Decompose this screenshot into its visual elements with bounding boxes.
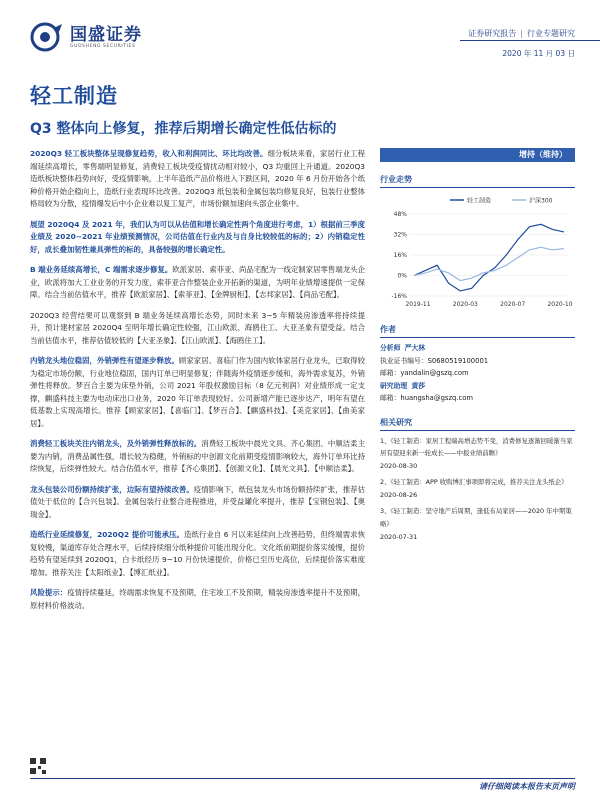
- y-tick-label: 0%: [397, 272, 407, 280]
- related-section-title: 相关研究: [380, 417, 575, 431]
- author-section-title: 作者: [380, 324, 575, 338]
- report-type: 证券研究报告: [468, 29, 517, 38]
- x-tick-label: 2020-10: [547, 301, 573, 308]
- main-content: [30, 148, 365, 620]
- y-tick-label: -16%: [391, 293, 407, 300]
- assistant-name: 黄莎: [411, 381, 426, 390]
- assistant-email[interactable]: huangsha@gszq.com: [400, 394, 474, 402]
- paragraph-1: 2020Q3 轻工板块整体呈现修复趋势，收入和利润同比、环比均改善。细分板块来看，家居行业工程端延续高增长，零售端明显修复，消费轻工板块受疫情扰动相对较小，Q3 均重回上升通道。2020Q3 造纸板块整体趋势向好，受疫情影响，上半年造纸产品价格进入下跌区间，2020 年 6 月份开始各个纸种价格开始企稳向上，造纸行业表现环比改善。2020Q3 纸包装和金属包装均修复良好，包装行业整体格局较为分散，疫情爆发后中小企业难以复工复产，市场份额加速向头部企业集中。: [30, 149, 365, 208]
- trend-section-title: 行业走势: [380, 174, 575, 188]
- company-name-en: GUOSHENG SECURITIES: [70, 43, 136, 49]
- paragraph-7: 龙头包装公司份额持续扩张，边际有望持续改善。疫情影响下，纸包装龙头市场份额持续扩张，推荐估值处于低位的【合兴包装】。金属包装行业整合进程推进，并受益罐化率提升，推荐【宝钢包装】、【奥瑞金】。: [30, 484, 365, 519]
- y-tick-label: 48%: [393, 211, 407, 218]
- paragraph-6: 消费轻工板块关注内销龙头，及外销弹性释放标的。消费轻工板块中晨光文具、齐心集团、中顺洁柔主要为内销，消费品属性强，增长较为稳健，外销标的中创源文化前期受疫情影响较大，海外订单环比持续恢复，后续弹性较大。结合估值水平，推荐【齐心集团】、【创源文化】、【晨光文具】、【中顺洁柔】。: [30, 439, 365, 473]
- legend-label: 沪深300: [529, 197, 553, 205]
- header-divider: [460, 40, 600, 41]
- related-item-3[interactable]: 3、《轻工制造：坚守地产后周期，逢低布局家居——2020 年中期策略》: [380, 507, 572, 529]
- analyst-name: 严大林: [404, 344, 426, 352]
- risk-warning: 风险提示：疫情持续蔓延，终端需求恢复不及预期，住宅竣工不及预期，精装房渗透率提升不及预期，原材料价格波动。: [30, 588, 365, 610]
- paragraph-8: 造纸行业延续修复，2020Q2 提价可能承压。造纸行业自 6 月以来延续向上改善趋势，但终端需求恢复较慢，渠道库存处合理水平，后续持续细分纸种提价可能出现分化。文化纸前期提价落实缓慢，提价趋势有望延续到 2020Q1，白卡纸经历 9~10 月份快速提价，价格已至历史高位，后续提价落实难度增加。推荐关注【太阳纸业】、【博汇纸业】。: [30, 530, 366, 577]
- rating-badge: 增持（维持）: [380, 148, 575, 162]
- related-item-2[interactable]: 2、《轻工制造：APP 收购博汇事项即将完成，推荐关注龙头纸企》: [380, 478, 568, 487]
- y-tick-label: 16%: [393, 252, 407, 259]
- related-item-1[interactable]: 1、《轻工制造：家居工程端高增态势不变，消费修复逐渐回暖渐当家居有望迎来新一轮成长——中报业绩前瞻》: [380, 436, 573, 458]
- author-info: 分析师 严大林 执业证书编号：S0680519100001 邮箱：yandalin@gszq.com 研究助理 黄莎 邮箱：huangsha@gszq.com: [380, 342, 575, 405]
- report-date: 2020 年 11 月 03 日: [502, 49, 575, 58]
- trend-chart: [380, 192, 575, 312]
- company-logo: [30, 22, 142, 52]
- y-tick-label: 32%: [393, 231, 407, 239]
- report-meta: 证券研究报告 | 行业专题研究: [468, 29, 575, 38]
- analyst-email[interactable]: yandalin@gszq.com: [400, 369, 469, 377]
- qr-code-icon: [30, 758, 46, 774]
- page-footer: [30, 778, 575, 792]
- related-research: [380, 435, 575, 544]
- footer-disclaimer: 请仔细阅读本报告末页声明: [479, 782, 575, 791]
- company-name: 国盛证券: [70, 24, 142, 45]
- related-item-1-date: 2020-08-30: [380, 461, 418, 470]
- license-number: 执业证书编号：S0680519100001: [380, 356, 489, 365]
- trend-chart-svg: [380, 192, 575, 312]
- paragraph-5: 内销龙头地位稳固，外销弹性有望逐步释放。顾家家居、喜临门作为国内软体家居行业龙头，已取得较为稳定市场份额，行业地位稳固，国内订单已明显修复；伴随海外疫情逐步缓和，海外需求复苏，外销弹性将释放。梦百合主要为床垫外销，公司 2021 年股权激励目标（8 亿元利润）对业绩形成一定支撑，麒盛科技主要为电动床出口业务，2020 年订单表现较好。公司新增产能已逐步达产，明年有望在低基数上实现高增长。推荐【顾家家居】、【喜临门】、【梦百合】、【麒盛科技】、【美克家居】、【曲美家居】。: [30, 356, 365, 428]
- paragraph-2: 展望 2020Q4 及 2021 年，我们认为可以从估值和增长确定性两个角度进行考虑，1）根据前三季度业绩及 2020~2021 年业绩预测情况，公司估值在行业内及与自身比较较低的标的；2）内销稳定性好，成长叠加韧性兼具弹性的标的，具备较强的增长确定性。: [30, 219, 365, 254]
- report-headline: Q3 整体向上修复，推荐后期增长确定性低估标的: [30, 121, 337, 137]
- related-item-3-date: 2020-07-31: [380, 532, 418, 541]
- legend-label: 轻工制造: [467, 197, 492, 205]
- x-tick-label: 2019-11: [405, 301, 431, 308]
- paragraph-4: 2020Q3 经营结果可以观察到 B 端业务延续高增长态势，同时未来 3~5 年精装房渗透率将持续提升，预计建材家居 2020Q4 至明年增长确定性较强，江山欧派、海鸥住工、大亚圣象有望受益。结合当前估值水平，推荐估值较低的【大亚圣象】、【江山欧派】、【海鸥住工】。: [30, 310, 365, 345]
- related-item-2-date: 2020-08-26: [380, 490, 418, 499]
- x-tick-label: 2020-07: [500, 301, 526, 308]
- industry-title: 轻工制造: [30, 84, 118, 108]
- logo-mark-icon: [30, 22, 64, 52]
- paragraph-3: B 端业务延续高增长，C 端需求逐步修复。欧派家居、索菲亚、尚品宅配为一线定制家居零售端龙头企业，欧派将加大工业业务的开发力度，索菲亚合作整装企业开拓新的渠道，为明年业绩增速提供一定保障。结合当前估值水平，推荐【欧派家居】、【索菲亚】、【金牌厨柜】、【志邦家居】、【尚品宅配】。: [30, 265, 365, 299]
- report-category: 行业专题研究: [527, 29, 575, 38]
- report-header: [30, 20, 575, 60]
- sidebar: [380, 148, 575, 547]
- x-tick-label: 2020-03: [452, 301, 478, 308]
